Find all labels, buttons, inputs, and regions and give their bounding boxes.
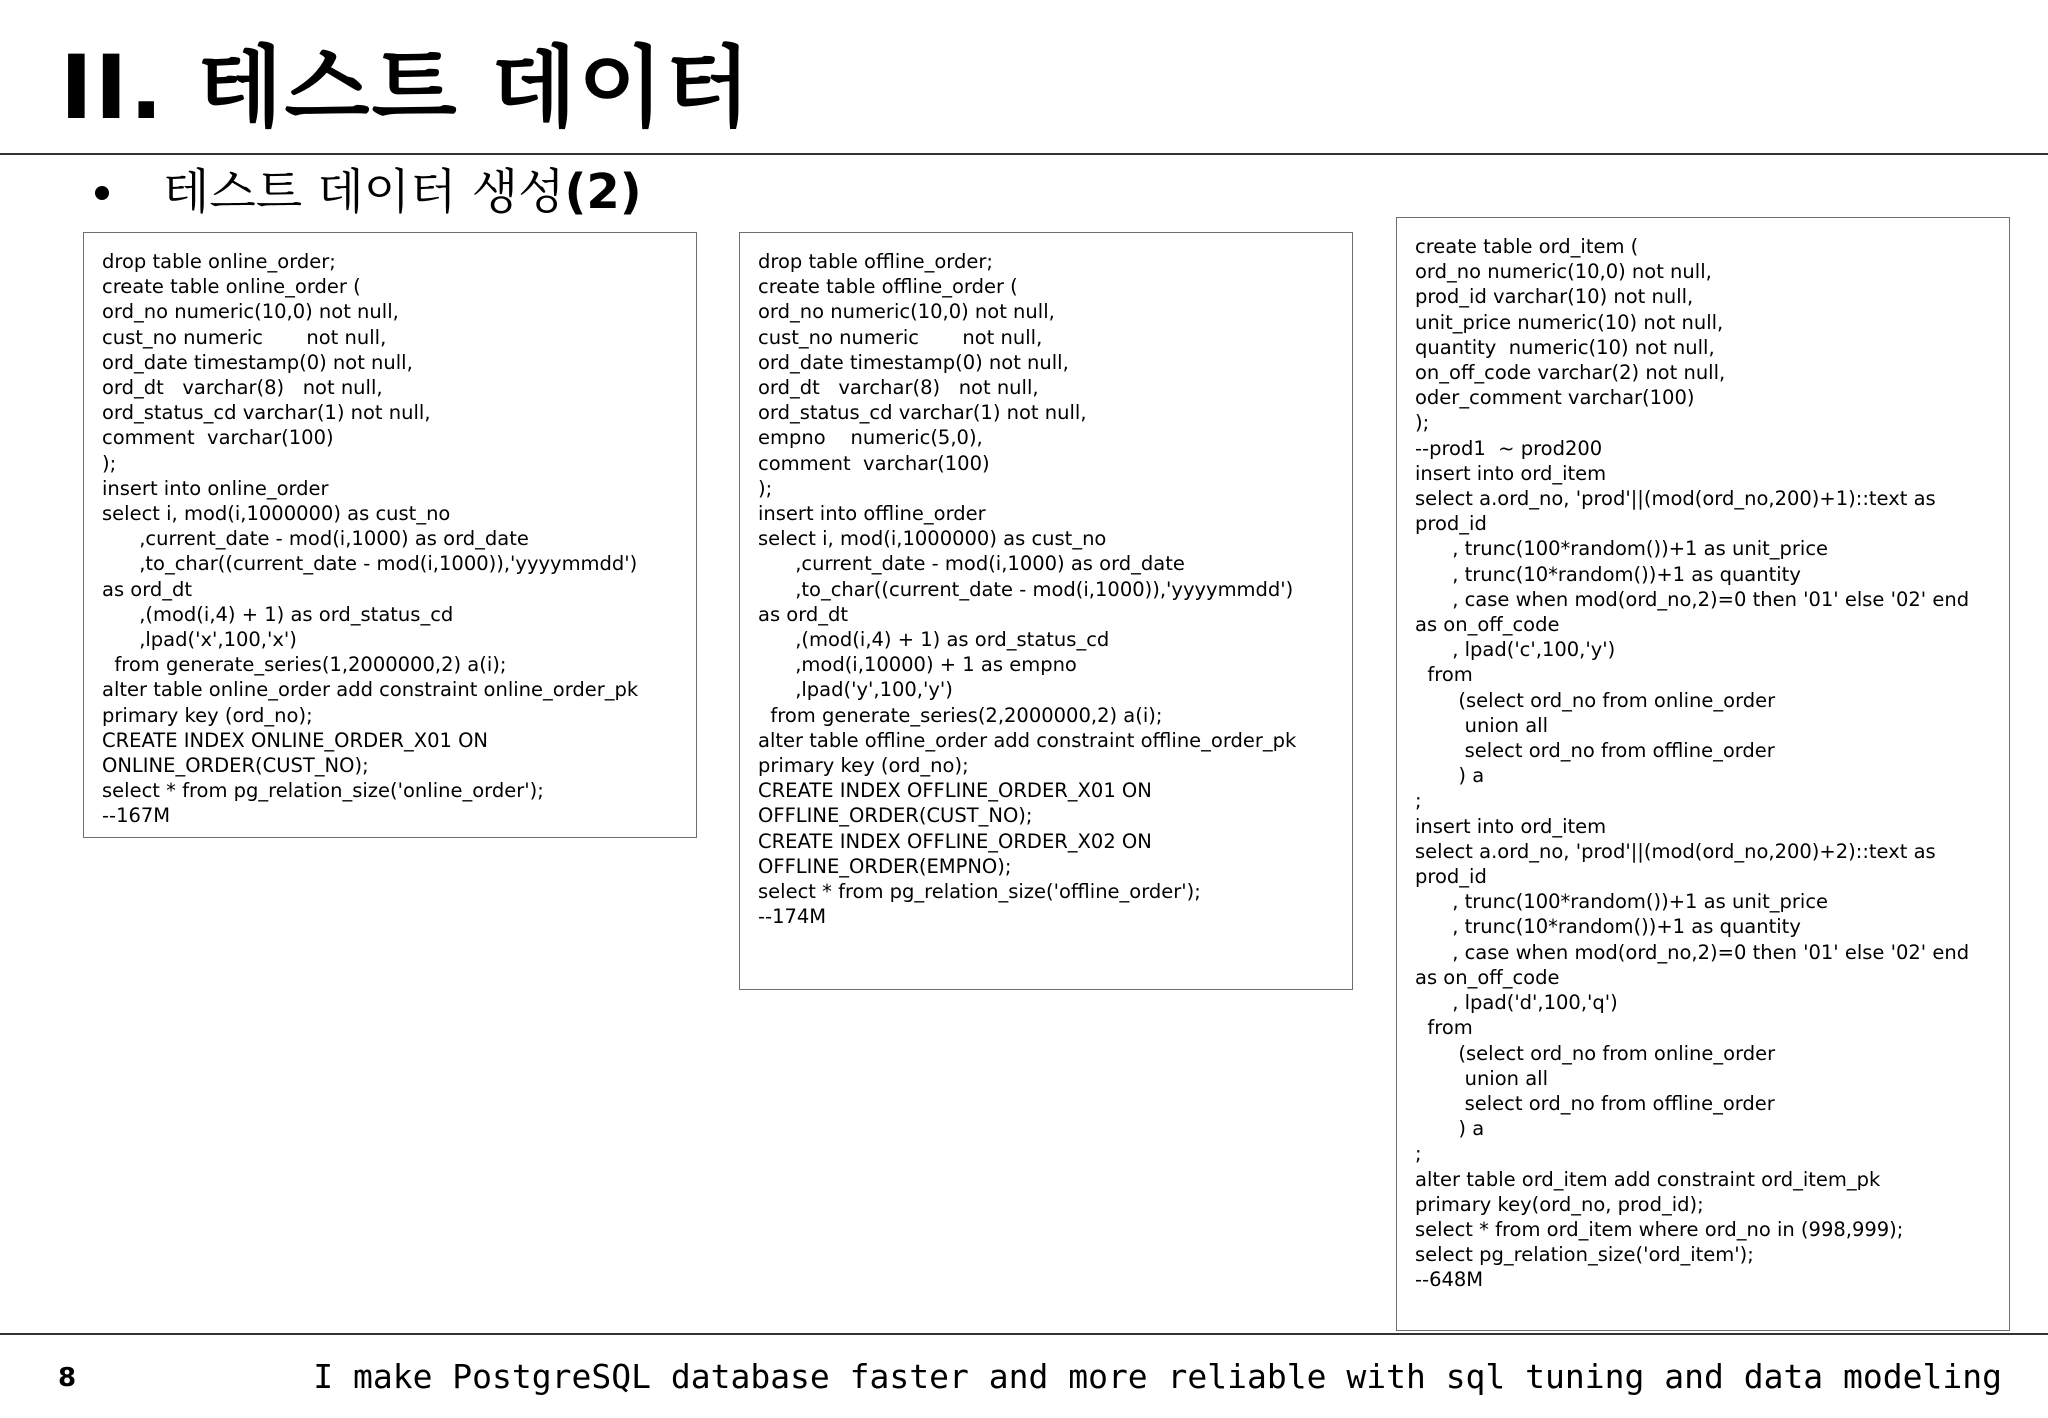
bullet-suffix: (2) — [564, 164, 642, 220]
section-bullet — [95, 165, 642, 220]
footer-tagline: I make PostgreSQL database faster and more reliable with sql tuning and data modeling — [313, 1357, 2002, 1396]
offline-order-sql: drop table offline_order; create table offline_order ( ord_no numeric(10,0) not null, cust_no numeric not null, ord_date timestamp(0) not null, ord_dt varchar(8) not null, ord_status_cd varchar(1) not null, empno numeric(5,0), comment varchar(100) ); insert into offline_order select i, mod(i,1000000) as cust_no ,current_date - mod(i,1000) as ord_date ,to_char((current_date - mod(i,1000)),'yyyymmdd') as ord_dt ,(mod(i,4) + 1) as ord_status_cd ,mod(i,10000) + 1 as empno ,lpad('y',100,'y') from generate_series(2,2000000,2) a(i); alter table offline_order add constraint offline_order_pk primary key (ord_no); CREATE INDEX OFFLINE_ORDER_X01 ON OFFLINE_ORDER(CUST_NO); CREATE INDEX OFFLINE_ORDER_X02 ON OFFLINE_ORDER(EMPNO); select * from pg_relation_size('offline_order'); --174M — [758, 250, 1297, 929]
page-number: 8 — [58, 1363, 77, 1393]
online-order-code-box — [83, 232, 697, 838]
bullet-dot-icon — [95, 186, 109, 200]
footer-divider — [0, 1333, 2048, 1335]
title-divider — [0, 153, 2048, 155]
offline-order-code-box — [739, 232, 1353, 990]
slide-title: II. 테스트 데이터 — [60, 36, 753, 139]
online-order-sql: drop table online_order; create table online_order ( ord_no numeric(10,0) not null, cust_no numeric not null, ord_date timestamp(0) not null, ord_dt varchar(8) not null, ord_status_cd varchar(1) not null, comment varchar(100) ); insert into online_order select i, mod(i,1000000) as cust_no ,current_date - mod(i,1000) as ord_date ,to_char((current_date - mod(i,1000)),'yyyymmdd') as ord_dt ,(mod(i,4) + 1) as ord_status_cd ,lpad('x',100,'x') from generate_series(1,2000000,2) a(i); alter table online_order add constraint online_order_pk primary key (ord_no); CREATE INDEX ONLINE_ORDER_X01 ON ONLINE_ORDER(CUST_NO); select * from pg_relation_size('online_order'); --167M — [102, 250, 639, 828]
ord-item-code-box — [1396, 217, 2010, 1331]
ord-item-sql: create table ord_item ( ord_no numeric(10,0) not null, prod_id varchar(10) not null, unit_price numeric(10) not null, quantity numeric(10) not null, on_off_code varchar(2) not null, oder_comment varchar(100) ); --prod1 ~ prod200 insert into ord_item select a.ord_no, 'prod'||(mod(ord_no,200)+1)::text as prod_id , trunc(100*random())+1 as unit_price , trunc(10*random())+1 as quantity , case when mod(ord_no,2)=0 then '01' else '02' end as on_off_code , lpad('c',100,'y') from (select ord_no from online_order union all select ord_no from offline_order ) a ; insert into ord_item select a.ord_no, 'prod'||(mod(ord_no,200)+2)::text as prod_id , trunc(100*random())+1 as unit_price , trunc(10*random())+1 as quantity , case when mod(ord_no,2)=0 then '01' else '02' end as on_off_code , lpad('d',100,'q') from (select ord_no from online_order union all select ord_no from offline_order ) a ; alter table ord_item add constraint ord_item_pk primary key(ord_no, prod_id); select * from ord_item where ord_no in (998,999); select pg_relation_size('ord_item'); --648M — [1415, 235, 1970, 1292]
bullet-text: 테스트 데이터 생성 — [163, 164, 565, 220]
